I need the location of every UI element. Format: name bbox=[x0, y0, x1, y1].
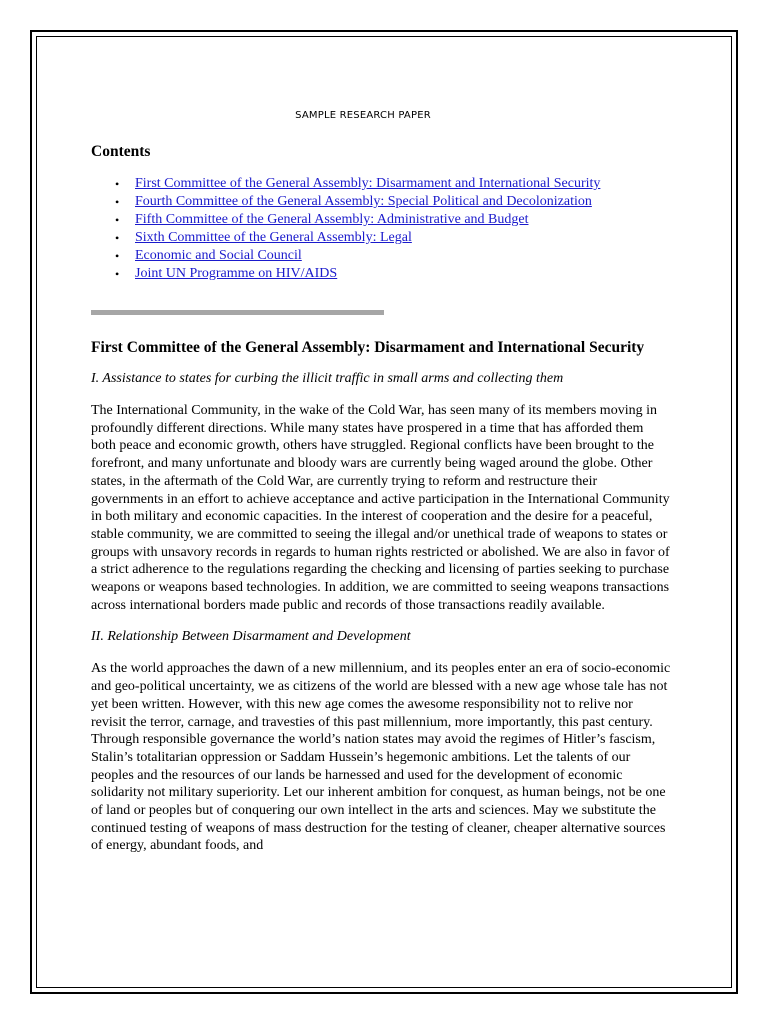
toc-link-first-committee[interactable]: First Committee of the General Assembly: Disarmament and International Security bbox=[135, 176, 601, 191]
contents-heading: Contents bbox=[91, 143, 151, 160]
bullet-icon: • bbox=[115, 231, 120, 245]
paragraph-1: The International Community, in the wake of the Cold War, has seen many of its members moving in profoundly different directions. While many states have prospered in a time that has afforded them both peace and economic growth, others have struggled. Regional conflicts have been brought to the forefront, and many unfortunate and bloody wars are currently being waged around the globe. Other states, in the aftermath of the Cold War, are currently trying to reform and restructure their governments in an effort to achieve acceptance and active participation in the International Community in both military and economic capacities. In the interest of cooperation and the desire for a peaceful, stable community, we are committed to seeing the illegal and/or unethical trade of weapons to states or groups with unsavory records in regards to human rights restricted or abolished. We are also in favor of a strict adherence to the regulations regarding the checking and licensing of parties seeking to purchase weapons or weapons based technologies. In addition, we are committed to seeing weapons transactions across international borders made public and records of those transactions readily available. bbox=[91, 403, 670, 613]
section-heading: First Committee of the General Assembly: Disarmament and International Security bbox=[91, 339, 645, 356]
toc-link-unaids[interactable]: Joint UN Programme on HIV/AIDS bbox=[135, 266, 338, 281]
toc-item bbox=[115, 247, 671, 265]
bullet-icon: • bbox=[115, 249, 120, 263]
toc-item bbox=[115, 193, 671, 211]
toc-link-fifth-committee[interactable]: Fifth Committee of the General Assembly: Administrative and Budget bbox=[135, 212, 529, 227]
document-body bbox=[91, 110, 671, 870]
document-header: SAMPLE RESEARCH PAPER bbox=[295, 110, 431, 121]
bullet-icon: • bbox=[115, 177, 120, 191]
bullet-icon: • bbox=[115, 267, 120, 281]
toc-item bbox=[115, 175, 671, 193]
subheading-1: I. Assistance to states for curbing the illicit traffic in small arms and collecting them bbox=[91, 371, 564, 386]
toc-link-fourth-committee[interactable]: Fourth Committee of the General Assembly: Special Political and Decolonization bbox=[135, 194, 592, 209]
toc-link-sixth-committee[interactable]: Sixth Committee of the General Assembly: Legal bbox=[135, 230, 412, 245]
toc-link-economic-social-council[interactable]: Economic and Social Council bbox=[135, 248, 302, 263]
toc-item bbox=[115, 211, 671, 229]
toc-item bbox=[115, 265, 671, 283]
paragraph-2: As the world approaches the dawn of a new millennium, and its peoples enter an era of socio-economic and geo-political uncertainty, we as citizens of the world are blessed with a new age whose tale has not yet been written. However, with this new age comes the awesome responsibility not to relive nor revisit the terror, carnage, and travesties of this past millennium, more importantly, this past century. Through responsible governance the world’s nation states may avoid the regimes of Hitler’s fascism, Stalin’s totalitarian oppression or Saddam Hussein’s hegemonic ambitions. Let the talents of our peoples and the resources of our lands be harnessed and used for the development of economic solidarity not military superiority. Let our inherent ambition for conquest, as human beings, not be one of land or peoples but of conquering our own intellect in the arts and sciences. May we substitute the continued testing of weapons of mass destruction for the testing of cleaner, cheaper alternative sources of energy, abundant foods, and bbox=[91, 661, 671, 854]
subheading-2: II. Relationship Between Disarmament and Development bbox=[91, 629, 411, 645]
toc-item bbox=[115, 229, 671, 247]
bullet-icon: • bbox=[115, 213, 120, 227]
table-of-contents bbox=[91, 175, 671, 283]
bullet-icon: • bbox=[115, 195, 120, 209]
section-divider bbox=[91, 310, 384, 315]
